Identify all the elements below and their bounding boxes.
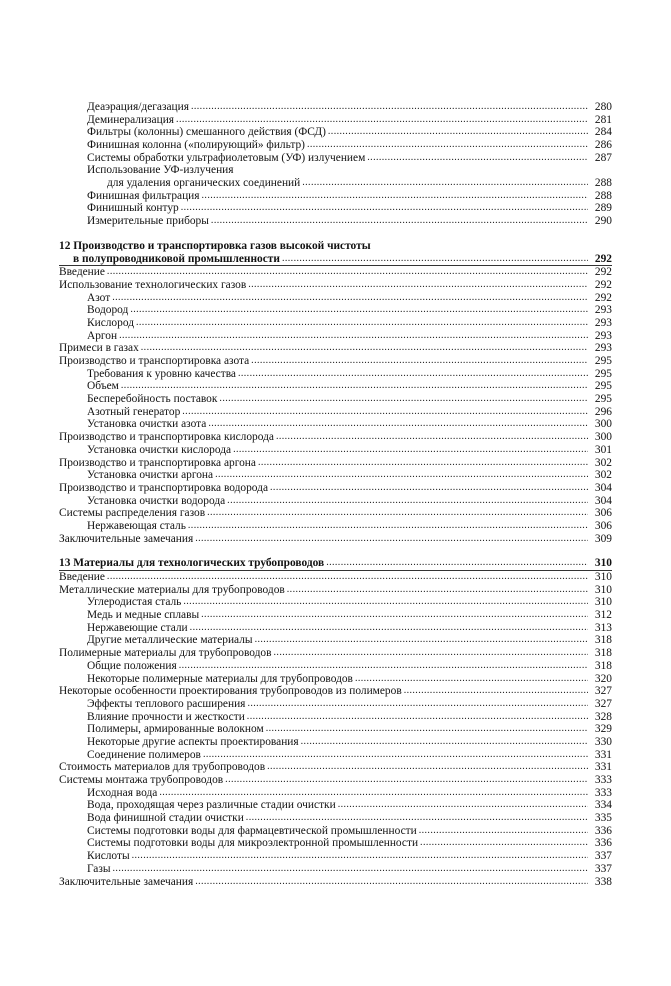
toc-entry	[59, 139, 612, 152]
toc-entry	[59, 266, 612, 279]
toc-leader-dots	[202, 190, 588, 203]
toc-leader-dots	[176, 114, 588, 127]
toc-entry-title: 13 Материалы для технологических трубопроводов	[59, 557, 325, 570]
toc-entry-title: Финишная колонна («полирующий» фильтр)	[87, 139, 305, 152]
toc-entry-page: 293	[594, 329, 612, 342]
toc-entry	[59, 330, 612, 343]
toc-entry-title: Производство и транспортировка азота	[59, 355, 250, 368]
toc-leader-dots	[302, 177, 588, 190]
toc-leader-dots	[326, 557, 588, 570]
toc-entry-title: Установка очистки кислорода	[87, 443, 232, 456]
toc-leader-dots	[225, 774, 588, 787]
toc-entry	[59, 279, 612, 292]
toc-entry-page: 292	[594, 278, 612, 291]
toc-entry-title: Бесперебойность поставок	[87, 393, 218, 406]
toc-entry-title: Некоторые другие аспекты проектирования	[87, 735, 299, 748]
toc-entry-page: 313	[594, 621, 612, 634]
toc-entry-page: 331	[594, 748, 612, 761]
toc-leader-dots	[267, 761, 588, 774]
toc-leader-dots	[255, 634, 588, 647]
toc-entry	[59, 177, 612, 190]
toc-entry-title: Некоторые особенности проектирования трубопроводов из полимеров	[59, 685, 402, 698]
toc-entry	[59, 368, 612, 381]
toc-entry-page: 337	[594, 850, 612, 863]
toc-leader-dots	[211, 215, 588, 228]
toc-entry-title: Измерительные приборы	[87, 215, 209, 228]
toc-leader-dots	[107, 266, 588, 279]
toc-entry-page: 309	[594, 532, 612, 545]
toc-entry	[59, 723, 612, 736]
toc-entry-title: Газы	[87, 862, 111, 875]
toc-entry-page: 328	[594, 710, 612, 723]
toc-entry	[59, 317, 612, 330]
toc-entry-title: Водород	[87, 304, 129, 317]
toc-leader-dots	[195, 876, 588, 889]
toc-entry-title: в полупроводниковой промышленности	[73, 252, 280, 265]
toc-leader-dots	[188, 520, 588, 533]
toc-entry-page: 306	[594, 519, 612, 532]
toc-entry	[59, 164, 612, 177]
toc-leader-dots	[181, 202, 588, 215]
toc-leader-dots	[282, 253, 588, 266]
toc-entry-title: Использование УФ-излучения	[87, 164, 234, 177]
toc-entry-page: 295	[594, 367, 612, 380]
toc-leader-dots	[208, 418, 588, 431]
toc-entry	[59, 761, 612, 774]
toc-entry-page: 336	[594, 824, 612, 837]
toc-entry-title: Производство и транспортировка водорода	[59, 481, 269, 494]
toc-entry-title: Системы обработки ультрафиолетовым (УФ) излучением	[87, 151, 366, 164]
toc-leader-dots	[130, 304, 588, 317]
toc-leader-dots	[420, 837, 588, 850]
toc-entry-title: Некоторые полимерные материалы для трубопроводов	[87, 672, 353, 685]
toc-entry	[59, 533, 612, 546]
toc-entry-page: 301	[594, 443, 612, 456]
toc-leader-dots	[159, 787, 588, 800]
toc-entry	[59, 393, 612, 406]
toc-entry-page: 334	[594, 799, 612, 812]
toc-entry-page: 288	[594, 177, 612, 190]
toc-entry-title: Нержавеющая сталь	[87, 519, 186, 532]
toc-entry	[59, 685, 612, 698]
toc-entry	[59, 660, 612, 673]
toc-entry-title: Вода финишной стадии очистки	[87, 812, 244, 825]
toc-entry	[59, 126, 612, 139]
toc-entry	[59, 863, 612, 876]
toc-entry-page: 292	[594, 266, 612, 279]
toc-entry-page: 286	[594, 139, 612, 152]
toc-entry	[59, 609, 612, 622]
toc-entry-title: Фильтры (колонны) смешанного действия (ФСД)	[87, 126, 326, 139]
toc-entry	[59, 469, 612, 482]
toc-entry-title: для удаления органических соединений	[107, 177, 301, 190]
toc-leader-dots	[246, 812, 588, 825]
toc-entry	[59, 457, 612, 470]
toc-leader-dots	[307, 139, 588, 152]
toc-entry-page: 281	[594, 113, 612, 126]
toc-entry	[59, 114, 612, 127]
toc-entry	[59, 292, 612, 305]
toc-entry-page: 284	[594, 126, 612, 139]
toc-entry	[59, 444, 612, 457]
toc-entry-title: Системы подготовки воды для микроэлектронной промышленности	[87, 837, 419, 850]
toc-entry-page: 335	[594, 812, 612, 825]
toc-entry-page: 333	[594, 774, 612, 787]
toc-leader-dots	[367, 152, 588, 165]
toc-entry-title: Производство и транспортировка аргона	[59, 456, 256, 469]
toc-entry-page: 293	[594, 342, 612, 355]
toc-entry	[59, 342, 612, 355]
toc-entry	[59, 203, 612, 216]
toc-entry	[59, 584, 612, 597]
toc-entry-title: Исходная вода	[87, 786, 158, 799]
toc-leader-dots	[276, 431, 588, 444]
toc-leader-dots	[355, 673, 588, 686]
toc-entry-title: Полимерные материалы для трубопроводов	[59, 647, 272, 660]
toc-entry	[59, 431, 612, 444]
toc-leader-dots	[141, 342, 588, 355]
toc-entry-page: 296	[594, 405, 612, 418]
toc-entry-title: Системы распределения газов	[59, 507, 206, 520]
toc-leader-dots	[113, 863, 588, 876]
toc-leader-dots	[201, 609, 588, 622]
toc-entry-title: Полимеры, армированные волокном	[87, 723, 264, 736]
toc-entry-title: Производство и транспортировка кислорода	[59, 431, 274, 444]
toc-entry-page: 318	[594, 647, 612, 660]
toc-entry-title: Использование технологических газов	[59, 278, 247, 291]
toc-leader-dots	[258, 457, 588, 470]
toc-entry-page: 300	[594, 418, 612, 431]
toc-entry-title: Заключительные замечания	[59, 532, 194, 545]
toc-leader-dots	[107, 571, 588, 584]
toc-entry	[59, 507, 612, 520]
toc-entry-page: 318	[594, 634, 612, 647]
toc-entry-page: 329	[594, 723, 612, 736]
toc-leader-dots	[270, 482, 588, 495]
toc-entry-title: Азотный генератор	[87, 405, 181, 418]
toc-entry	[59, 240, 612, 253]
toc-leader-dots	[287, 584, 588, 597]
toc-entry-page: 318	[594, 659, 612, 672]
toc-entry-page: 312	[594, 609, 612, 622]
toc-entry-title: Общие положения	[87, 659, 177, 672]
toc-entry-page: 290	[594, 215, 612, 228]
toc-leader-dots	[247, 698, 588, 711]
toc-entry-title: Металлические материалы для трубопроводов	[59, 583, 285, 596]
toc-entry-title: Эффекты теплового расширения	[87, 697, 246, 710]
toc-leader-dots	[191, 101, 588, 114]
toc-entry-title: Соединение полимеров	[87, 748, 201, 761]
toc-entry-page: 337	[594, 862, 612, 875]
toc-entry-page: 293	[594, 316, 612, 329]
toc-entry-title: Кислоты	[87, 850, 130, 863]
toc-entry	[59, 635, 612, 648]
toc-entry-page: 295	[594, 380, 612, 393]
toc-leader-dots	[274, 647, 588, 660]
toc-entry	[59, 749, 612, 762]
toc-entry	[59, 736, 612, 749]
toc-entry	[59, 571, 612, 584]
toc-entry	[59, 520, 612, 533]
toc-entry	[59, 152, 612, 165]
toc-entry-title: Объем	[87, 380, 119, 393]
toc-entry-page: 310	[594, 571, 612, 584]
toc-leader-dots	[121, 380, 588, 393]
toc-leader-dots	[301, 736, 588, 749]
toc-entry-title: Установка очистки азота	[87, 418, 207, 431]
toc-entry-title: Стоимость материалов для трубопроводов	[59, 761, 266, 774]
toc-entry-title: Другие металлические материалы	[87, 634, 253, 647]
toc-entry-page: 336	[594, 837, 612, 850]
toc-entry-page: 302	[594, 456, 612, 469]
toc-entry-page: 295	[594, 355, 612, 368]
toc-leader-dots	[248, 279, 588, 292]
toc-leader-dots	[233, 444, 588, 457]
toc-entry-title: Деаэрация/дегазация	[87, 100, 189, 113]
toc-entry-title: Влияние прочности и жесткости	[87, 710, 245, 723]
toc-entry-page: 289	[594, 202, 612, 215]
toc-entry-page: 338	[594, 875, 612, 888]
toc-entry	[59, 622, 612, 635]
toc-leader-dots	[404, 685, 588, 698]
toc-leader-dots	[203, 749, 588, 762]
toc-entry	[59, 787, 612, 800]
toc-leader-dots	[238, 368, 588, 381]
toc-entry-page: 331	[594, 761, 612, 774]
toc-entry	[59, 698, 612, 711]
toc-entry-page: 327	[594, 697, 612, 710]
toc-leader-dots	[132, 850, 588, 863]
toc-entry-page: 280	[594, 100, 612, 113]
toc-entry-page: 310	[594, 557, 612, 570]
toc-leader-dots	[215, 469, 588, 482]
toc-entry-title: Медь и медные сплавы	[87, 609, 200, 622]
toc-entry	[59, 557, 612, 571]
toc-entry	[59, 596, 612, 609]
toc-entry	[59, 838, 612, 851]
toc-entry-title: Кислород	[87, 316, 134, 329]
toc-entry-title: Введение	[59, 266, 105, 279]
toc-leader-dots	[247, 711, 588, 724]
toc-entry-page: 292	[594, 291, 612, 304]
toc-entry-page: 304	[594, 481, 612, 494]
toc-entry	[59, 482, 612, 495]
toc-entry-page: 310	[594, 583, 612, 596]
toc-entry	[59, 774, 612, 787]
toc-entry-title: Финишная фильтрация	[87, 189, 200, 202]
toc-entry	[59, 850, 612, 863]
toc-entry	[59, 876, 612, 889]
toc-entry	[59, 355, 612, 368]
toc-entry-title: Системы подготовки воды для фармацевтической промышленности	[87, 824, 417, 837]
toc-entry-title: Примеси в газах	[59, 342, 139, 355]
toc-entry-title: Аргон	[87, 329, 118, 342]
toc-entry	[59, 190, 612, 203]
toc-entry-title: Финишный контур	[87, 202, 179, 215]
toc-entry-title: Требования к уровню качества	[87, 367, 236, 380]
toc-leader-dots	[419, 825, 588, 838]
toc-leader-dots	[112, 292, 588, 305]
toc-entry	[59, 215, 612, 228]
table-of-contents	[59, 101, 612, 888]
toc-entry-page: 287	[594, 151, 612, 164]
toc-entry	[59, 406, 612, 419]
toc-leader-dots	[338, 799, 588, 812]
toc-entry	[59, 253, 612, 267]
toc-leader-dots	[266, 723, 588, 736]
toc-entry-page: 304	[594, 494, 612, 507]
toc-leader-dots	[195, 533, 588, 546]
toc-entry-page: 293	[594, 304, 612, 317]
toc-entry	[59, 673, 612, 686]
toc-entry-title: Азот	[87, 291, 111, 304]
toc-entry-page: 333	[594, 786, 612, 799]
toc-entry-page: 327	[594, 685, 612, 698]
toc-entry-title: 12 Производство и транспортировка газов высокой чистоты	[59, 239, 371, 252]
toc-leader-dots	[183, 596, 588, 609]
toc-entry-page: 288	[594, 189, 612, 202]
toc-leader-dots	[207, 507, 588, 520]
toc-leader-dots	[251, 355, 588, 368]
toc-leader-dots	[328, 126, 588, 139]
toc-entry	[59, 101, 612, 114]
toc-entry-title: Установка очистки водорода	[87, 494, 226, 507]
toc-entry	[59, 304, 612, 317]
toc-entry-title: Введение	[59, 571, 105, 584]
toc-entry-title: Системы монтажа трубопроводов	[59, 774, 224, 787]
toc-leader-dots	[219, 393, 588, 406]
toc-entry-page: 300	[594, 431, 612, 444]
toc-entry	[59, 825, 612, 838]
toc-entry-page: 310	[594, 596, 612, 609]
toc-entry-page: 302	[594, 469, 612, 482]
toc-entry-page: 320	[594, 672, 612, 685]
toc-leader-dots	[190, 622, 588, 635]
toc-entry	[59, 711, 612, 724]
toc-entry-title: Установка очистки аргона	[87, 469, 214, 482]
toc-entry-title: Деминерализация	[87, 113, 175, 126]
toc-entry-page: 330	[594, 735, 612, 748]
toc-entry-page: 292	[594, 252, 612, 265]
toc-entry	[59, 380, 612, 393]
toc-entry	[59, 799, 612, 812]
toc-entry-title: Углеродистая сталь	[87, 596, 182, 609]
toc-leader-dots	[179, 660, 588, 673]
toc-entry	[59, 647, 612, 660]
toc-entry-title: Нержавеющие стали	[87, 621, 188, 634]
toc-entry-title: Заключительные замечания	[59, 875, 194, 888]
toc-leader-dots	[119, 330, 588, 343]
toc-entry	[59, 812, 612, 825]
toc-leader-dots	[136, 317, 588, 330]
toc-entry-title: Вода, проходящая через различные стадии очистки	[87, 799, 336, 812]
toc-entry-page: 306	[594, 507, 612, 520]
toc-entry	[59, 419, 612, 432]
toc-entry-page: 295	[594, 393, 612, 406]
toc-leader-dots	[227, 495, 588, 508]
toc-leader-dots	[182, 406, 588, 419]
toc-entry	[59, 495, 612, 508]
